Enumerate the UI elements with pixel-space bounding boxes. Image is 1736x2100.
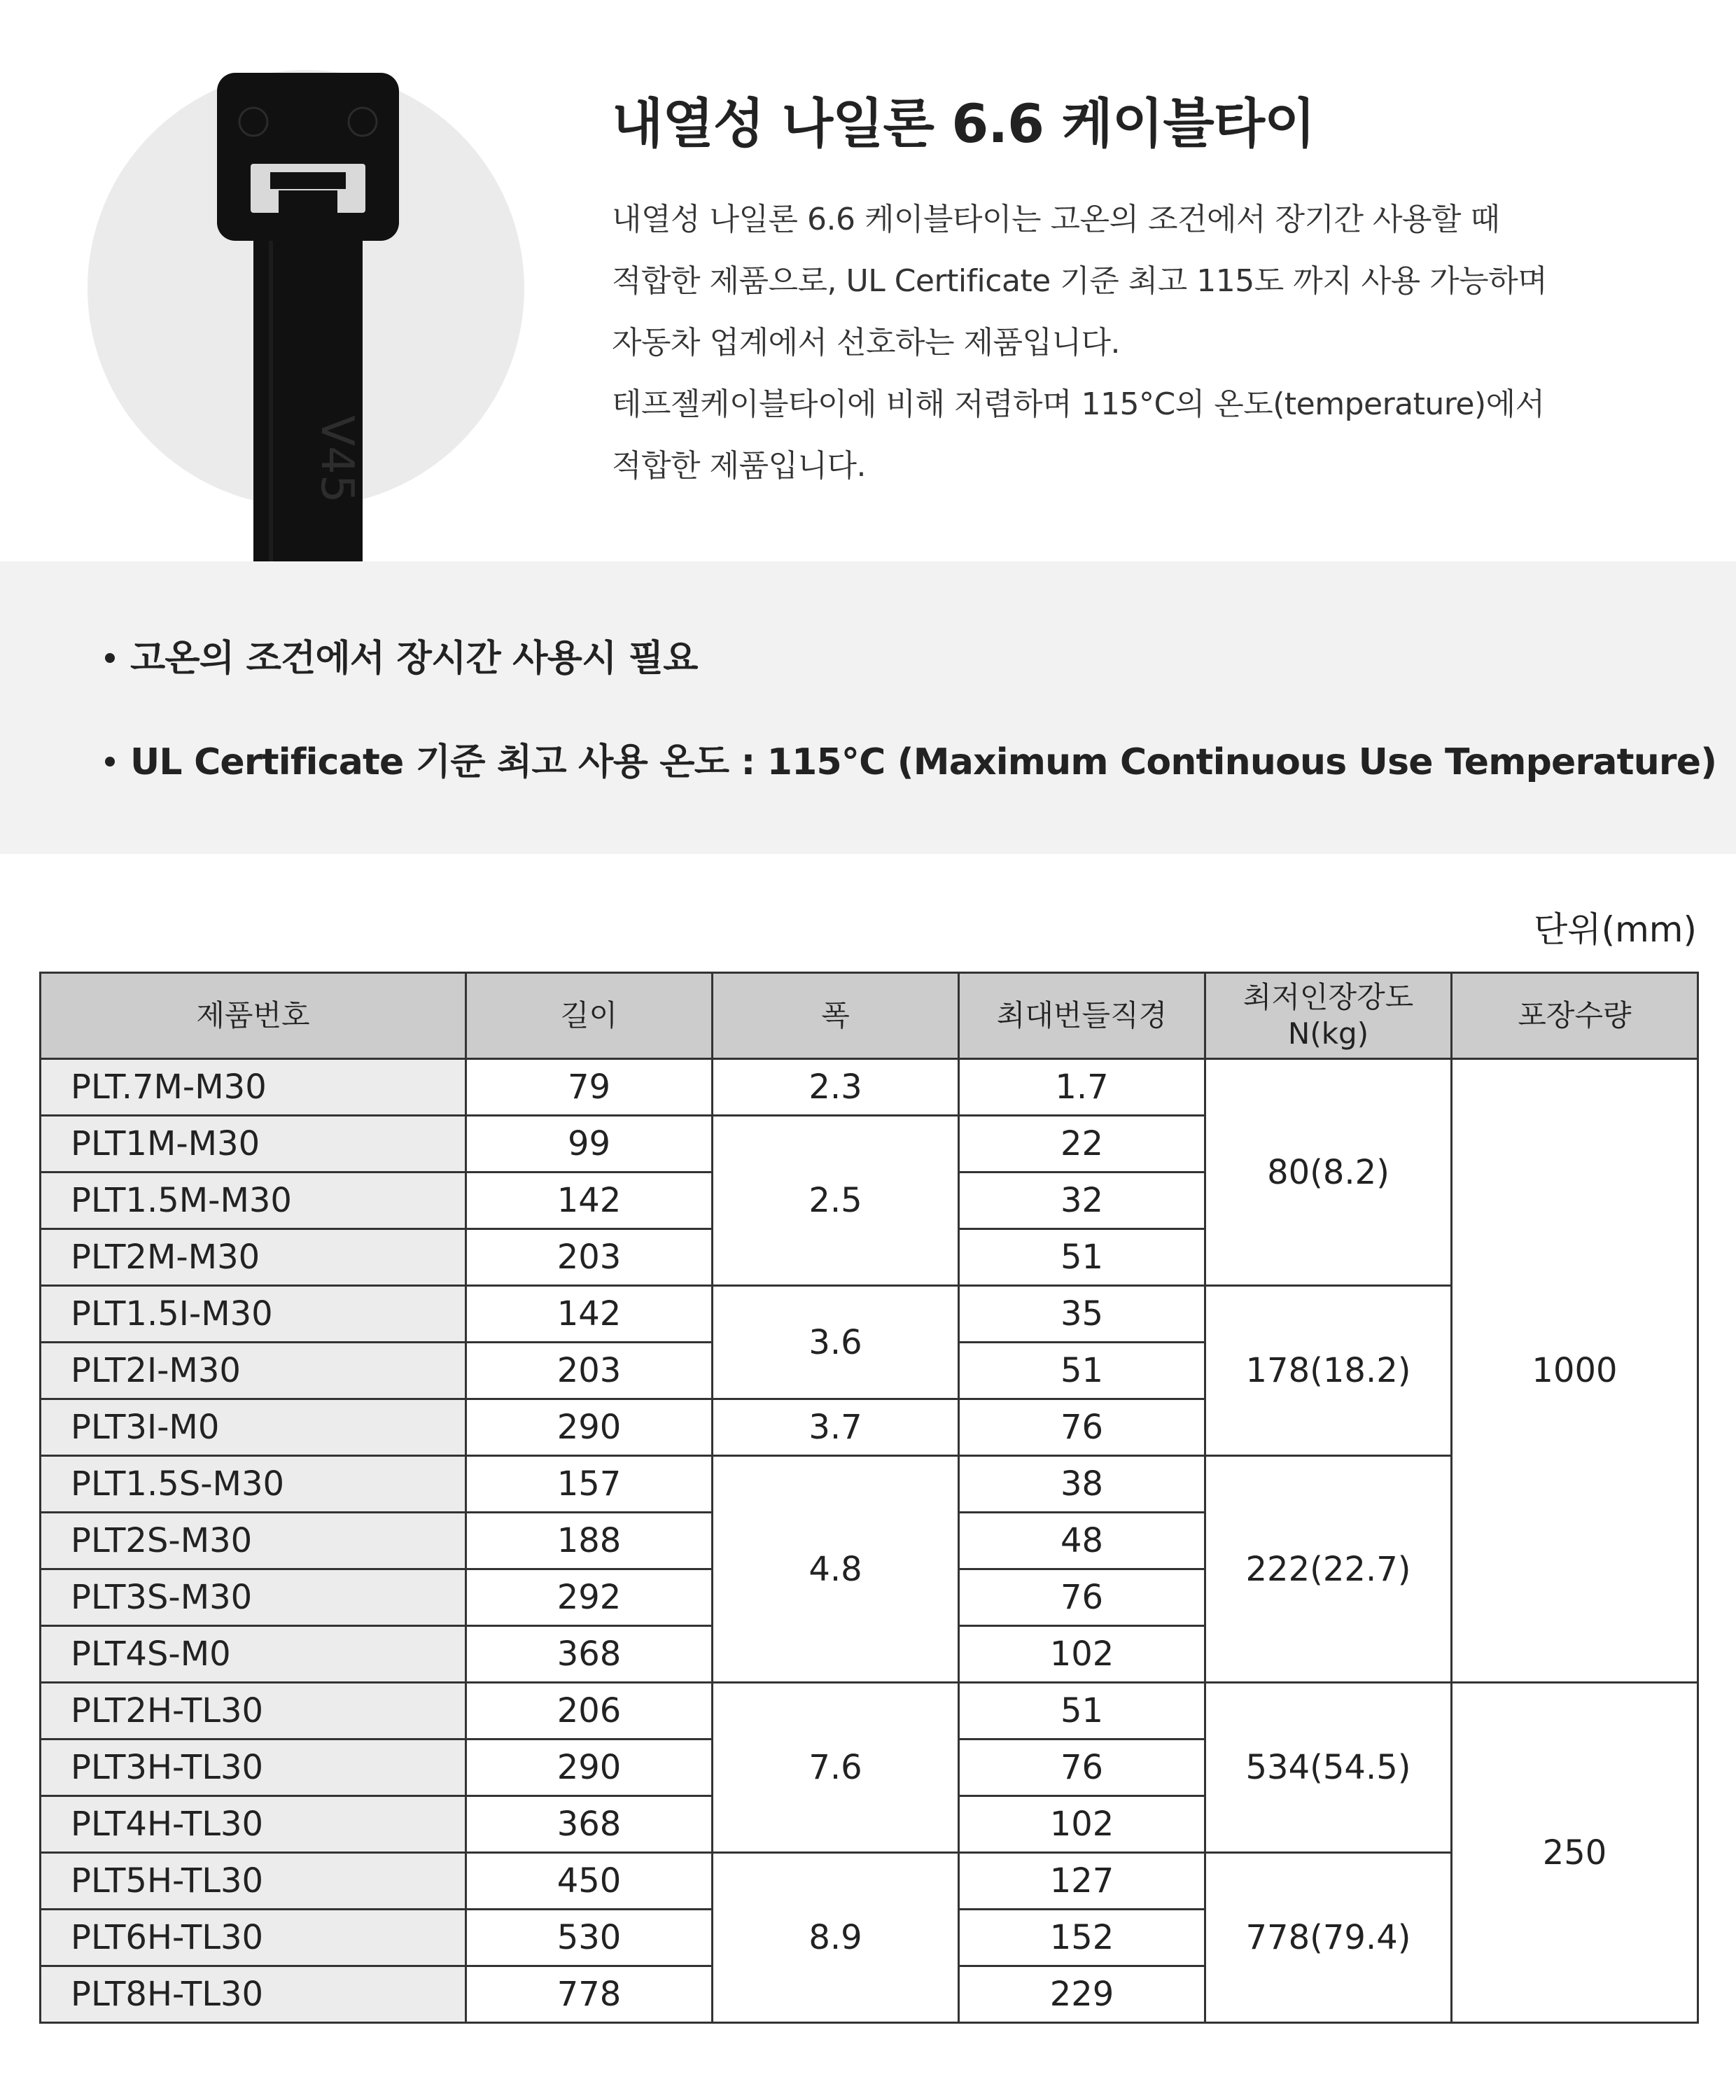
cell-model: PLT6H-TL30 xyxy=(41,1910,466,1966)
cell-bundle: 76 xyxy=(959,1740,1205,1796)
description-line: 내열성 나일론 6.6 케이블타이는 고온의 조건에서 장기간 사용할 때 xyxy=(612,202,1500,237)
cell-model: PLT1.5I-M30 xyxy=(41,1286,466,1343)
cell-length: 290 xyxy=(466,1399,713,1456)
cable-tie-image xyxy=(210,67,406,561)
cell-model: PLT1.5S-M30 xyxy=(41,1456,466,1513)
cell-length: 142 xyxy=(466,1286,713,1343)
header-strength-label: 최저인장강도 xyxy=(1242,980,1414,1014)
cell-qty: 250 xyxy=(1452,1683,1698,2023)
cell-bundle: 229 xyxy=(959,1966,1205,2023)
cell-bundle: 76 xyxy=(959,1569,1205,1626)
cell-bundle: 76 xyxy=(959,1399,1205,1456)
tie-marking-text: V45 xyxy=(311,415,363,503)
description-line: 자동차 업계에서 선호하는 제품입니다. xyxy=(612,325,1121,360)
cell-width: 3.7 xyxy=(713,1399,959,1456)
cell-length: 203 xyxy=(466,1343,713,1399)
table-row xyxy=(41,1456,1698,1513)
cell-strength: 778(79.4) xyxy=(1205,1853,1452,2023)
cell-bundle: 1.7 xyxy=(959,1059,1205,1116)
cell-bundle: 51 xyxy=(959,1683,1205,1740)
header-strength-unit: N(kg) xyxy=(1287,1016,1369,1051)
table-row xyxy=(41,1683,1698,1740)
header-width: 폭 xyxy=(713,973,959,1059)
product-hero xyxy=(0,0,1736,561)
cell-model: PLT2S-M30 xyxy=(41,1513,466,1569)
cell-width: 3.6 xyxy=(713,1286,959,1399)
cell-model: PLT3S-M30 xyxy=(41,1569,466,1626)
cell-length: 368 xyxy=(466,1796,713,1853)
header-model: 제품번호 xyxy=(41,973,466,1059)
cell-length: 530 xyxy=(466,1910,713,1966)
cell-length: 206 xyxy=(466,1683,713,1740)
cell-length: 203 xyxy=(466,1229,713,1286)
cell-bundle: 102 xyxy=(959,1796,1205,1853)
cell-model: PLT3H-TL30 xyxy=(41,1740,466,1796)
product-title: 내열성 나일론 6.6 케이블타이 xyxy=(612,92,1315,155)
cell-width: 2.5 xyxy=(713,1116,959,1286)
table-row xyxy=(41,1059,1698,1116)
cell-strength: 222(22.7) xyxy=(1205,1456,1452,1683)
cell-length: 450 xyxy=(466,1853,713,1910)
cell-bundle: 102 xyxy=(959,1626,1205,1683)
description-line: 테프젤케이블타이에 비해 저렴하며 115°C의 온도(temperature)에서 xyxy=(612,386,1545,422)
cell-length: 99 xyxy=(466,1116,713,1172)
header-length: 길이 xyxy=(466,973,713,1059)
feature-band xyxy=(0,561,1736,854)
table-row xyxy=(41,1286,1698,1343)
cell-bundle: 51 xyxy=(959,1229,1205,1286)
cell-length: 778 xyxy=(466,1966,713,2023)
description-line: 적합한 제품입니다. xyxy=(612,448,867,484)
cell-bundle: 51 xyxy=(959,1343,1205,1399)
cell-length: 79 xyxy=(466,1059,713,1116)
cell-strength: 80(8.2) xyxy=(1205,1059,1452,1286)
cell-model: PLT1M-M30 xyxy=(41,1116,466,1172)
cell-width: 8.9 xyxy=(713,1853,959,2023)
table-header-row xyxy=(41,973,1698,1059)
cell-bundle: 127 xyxy=(959,1853,1205,1910)
unit-label: 단위(mm) xyxy=(1533,909,1697,950)
cell-bundle: 22 xyxy=(959,1116,1205,1172)
cell-width: 7.6 xyxy=(713,1683,959,1853)
header-strength xyxy=(1205,973,1452,1059)
cell-model: PLT2H-TL30 xyxy=(41,1683,466,1740)
header-qty: 포장수량 xyxy=(1452,973,1698,1059)
cell-model: PLT1.5M-M30 xyxy=(41,1172,466,1229)
cell-bundle: 48 xyxy=(959,1513,1205,1569)
cell-strength: 178(18.2) xyxy=(1205,1286,1452,1456)
cell-model: PLT3I-M0 xyxy=(41,1399,466,1456)
spec-table xyxy=(39,972,1699,2024)
cell-model: PLT4H-TL30 xyxy=(41,1796,466,1853)
cell-length: 292 xyxy=(466,1569,713,1626)
cell-model: PLT2I-M30 xyxy=(41,1343,466,1399)
feature-item xyxy=(105,732,1716,785)
cell-width: 2.3 xyxy=(713,1059,959,1116)
cell-bundle: 152 xyxy=(959,1910,1205,1966)
cell-model: PLT2M-M30 xyxy=(41,1229,466,1286)
bullet-icon xyxy=(105,757,115,766)
cell-bundle: 35 xyxy=(959,1286,1205,1343)
cell-model: PLT5H-TL30 xyxy=(41,1853,466,1910)
cell-model: PLT.7M-M30 xyxy=(41,1059,466,1116)
cell-length: 142 xyxy=(466,1172,713,1229)
cell-bundle: 38 xyxy=(959,1456,1205,1513)
cell-bundle: 32 xyxy=(959,1172,1205,1229)
product-description xyxy=(612,189,1662,497)
cell-length: 188 xyxy=(466,1513,713,1569)
cell-length: 157 xyxy=(466,1456,713,1513)
description-line: 적합한 제품으로, UL Certificate 기준 최고 115도 까지 사용 가능하며 xyxy=(612,263,1548,299)
bullet-icon xyxy=(105,653,115,663)
cell-strength: 534(54.5) xyxy=(1205,1683,1452,1853)
header-bundle: 최대번들직경 xyxy=(959,973,1205,1059)
cell-length: 290 xyxy=(466,1740,713,1796)
cell-model: PLT8H-TL30 xyxy=(41,1966,466,2023)
cell-width: 4.8 xyxy=(713,1456,959,1683)
feature-text: 고온의 조건에서 장시간 사용시 필요 xyxy=(130,638,698,680)
cell-model: PLT4S-M0 xyxy=(41,1626,466,1683)
cell-length: 368 xyxy=(466,1626,713,1683)
table-row xyxy=(41,1853,1698,1910)
feature-text: UL Certificate 기준 최고 사용 온도 : 115°C (Maximum Continuous Use Temperature) xyxy=(130,741,1717,783)
cell-qty: 1000 xyxy=(1452,1059,1698,1683)
feature-item xyxy=(105,629,698,681)
